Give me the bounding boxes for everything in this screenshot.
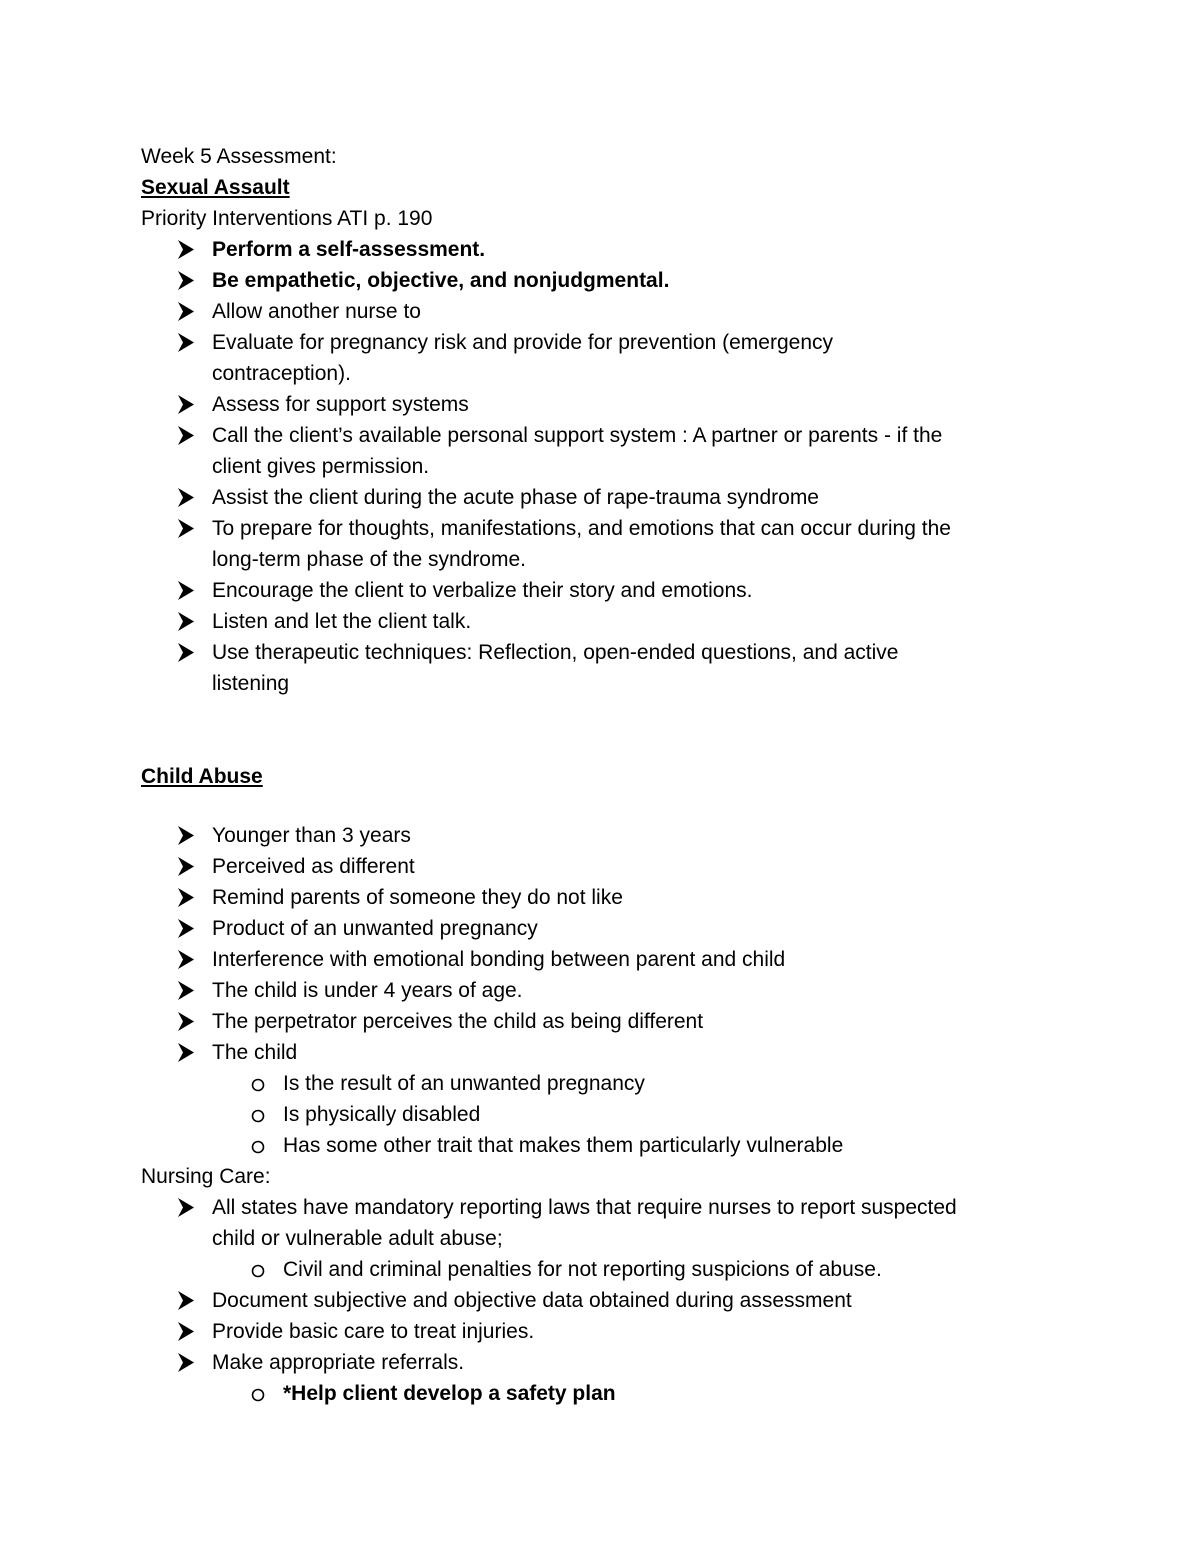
list-item [141, 1006, 1061, 1037]
list-item-text: Interference with emotional bonding between parent and child [212, 948, 786, 971]
sublist-item-text: *Help client develop a safety plan [283, 1382, 616, 1405]
circle-bullet-icon [249, 1068, 269, 1099]
list-item [141, 265, 1061, 296]
arrow-bullet-icon [177, 1316, 197, 1347]
list-item-text: Perceived as different [212, 855, 415, 878]
list-item-text: Perform a self-assessment. [212, 238, 486, 261]
nursing-care-list [141, 1192, 1061, 1254]
sublist-item-text: Is the result of an unwanted pregnancy [283, 1072, 645, 1095]
list-item [141, 944, 1061, 975]
list-item-text: Call the client’s available personal support system : A partner or parents - if the [212, 424, 943, 447]
list-item [141, 1285, 1061, 1316]
sublist-item-text: Civil and criminal penalties for not reporting suspicions of abuse. [283, 1258, 882, 1281]
list-item-text-continued: contraception). [212, 362, 351, 385]
circle-bullet-icon [249, 1378, 269, 1409]
list-item [141, 975, 1061, 1006]
list-item-text: Assess for support systems [212, 393, 469, 416]
list-item [141, 1037, 1061, 1068]
subheading-priority-interventions: Priority Interventions ATI p. 190 [141, 207, 433, 230]
spacer [141, 699, 1061, 761]
sublist-item [141, 1130, 1061, 1161]
arrow-bullet-icon [177, 820, 197, 851]
list-item-text: Be empathetic, objective, and nonjudgmental. [212, 269, 670, 292]
arrow-bullet-icon [177, 975, 197, 1006]
list-item-text: Remind parents of someone they do not like [212, 886, 623, 909]
arrow-bullet-icon [177, 389, 197, 420]
list-item [141, 851, 1061, 882]
list-item [141, 575, 1061, 606]
arrow-bullet-icon [177, 296, 197, 327]
arrow-bullet-icon [177, 482, 197, 513]
arrow-bullet-icon [177, 575, 197, 606]
list-item-text: Evaluate for pregnancy risk and provide for prevention (emergency [212, 331, 833, 354]
circle-bullet-icon [249, 1254, 269, 1285]
list-item [141, 420, 1061, 482]
list-item [141, 1192, 1061, 1254]
list-item-text: All states have mandatory reporting laws that require nurses to report suspected [212, 1196, 957, 1219]
circle-bullet-icon [249, 1099, 269, 1130]
list-item [141, 296, 1061, 327]
list-item-text: Assist the client during the acute phase of rape-trauma syndrome [212, 486, 819, 509]
list-item [141, 1347, 1061, 1378]
list-item-text: Make appropriate referrals. [212, 1351, 465, 1374]
arrow-bullet-icon [177, 1285, 197, 1316]
arrow-bullet-icon [177, 513, 197, 544]
arrow-bullet-icon [177, 1347, 197, 1378]
list-item [141, 389, 1061, 420]
child-traits-sublist [141, 1068, 1061, 1161]
list-item-text: Provide basic care to treat injuries. [212, 1320, 535, 1343]
list-item-text: The perpetrator perceives the child as being different [212, 1010, 704, 1033]
list-item-text: To prepare for thoughts, manifestations, and emotions that can occur during the [212, 517, 951, 540]
list-item-text-continued: client gives permission. [212, 455, 430, 478]
arrow-bullet-icon [177, 913, 197, 944]
sexual-assault-list [141, 234, 1061, 699]
nursing-care-sublist [141, 1254, 1061, 1285]
arrow-bullet-icon [177, 265, 197, 296]
arrow-bullet-icon [177, 851, 197, 882]
section-heading-sexual-assault: Sexual Assault [141, 176, 290, 199]
sublist-item [141, 1099, 1061, 1130]
arrow-bullet-icon [177, 1037, 197, 1068]
arrow-bullet-icon [177, 327, 197, 358]
referrals-sublist [141, 1378, 1061, 1409]
arrow-bullet-icon [177, 1192, 197, 1223]
list-item [141, 882, 1061, 913]
document-title: Week 5 Assessment: [141, 145, 337, 168]
document-page [141, 141, 1061, 1409]
spacer [141, 792, 1061, 820]
list-item [141, 637, 1061, 699]
sublist-item [141, 1068, 1061, 1099]
arrow-bullet-icon [177, 637, 197, 668]
arrow-bullet-icon [177, 234, 197, 265]
list-item-text: Encourage the client to verbalize their story and emotions. [212, 579, 753, 602]
list-item [141, 482, 1061, 513]
arrow-bullet-icon [177, 420, 197, 451]
nursing-care-list-continued [141, 1285, 1061, 1378]
sublist-item-text: Has some other trait that makes them particularly vulnerable [283, 1134, 844, 1157]
arrow-bullet-icon [177, 1006, 197, 1037]
arrow-bullet-icon [177, 606, 197, 637]
list-item-text-continued: child or vulnerable adult abuse; [212, 1227, 503, 1250]
list-item-text: Document subjective and objective data obtained during assessment [212, 1289, 852, 1312]
list-item-text-continued: listening [212, 672, 290, 695]
sublist-item [141, 1254, 1061, 1285]
list-item-text: The child is under 4 years of age. [212, 979, 523, 1002]
list-item-text-continued: long-term phase of the syndrome. [212, 548, 526, 571]
sublist-item-text: Is physically disabled [283, 1103, 481, 1126]
child-abuse-list [141, 820, 1061, 1068]
list-item-text: Allow another nurse to [212, 300, 421, 323]
list-item-text: Use therapeutic techniques: Reflection, open-ended questions, and active [212, 641, 899, 664]
arrow-bullet-icon [177, 944, 197, 975]
list-item [141, 327, 1061, 389]
list-item [141, 606, 1061, 637]
list-item [141, 820, 1061, 851]
list-item-text: Product of an unwanted pregnancy [212, 917, 538, 940]
section-heading-child-abuse: Child Abuse [141, 765, 263, 788]
sublist-item [141, 1378, 1061, 1409]
circle-bullet-icon [249, 1130, 269, 1161]
list-item [141, 513, 1061, 575]
list-item-text: Listen and let the client talk. [212, 610, 472, 633]
arrow-bullet-icon [177, 882, 197, 913]
list-item [141, 913, 1061, 944]
nursing-care-heading: Nursing Care: [141, 1165, 271, 1188]
list-item [141, 234, 1061, 265]
list-item [141, 1316, 1061, 1347]
list-item-text: Younger than 3 years [212, 824, 411, 847]
list-item-text: The child [212, 1041, 298, 1064]
